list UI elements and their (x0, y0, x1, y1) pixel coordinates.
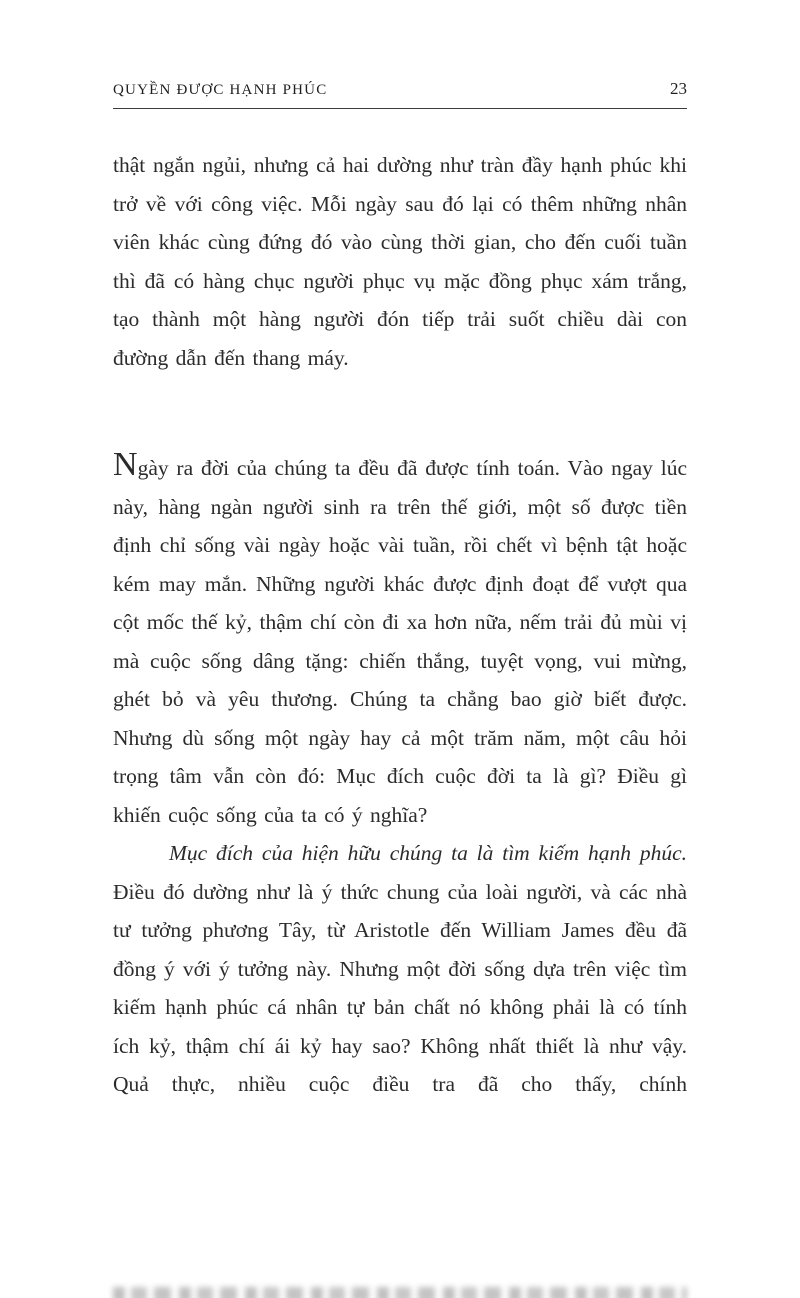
paragraph-3 (113, 834, 687, 1104)
running-header-title: QUYỀN ĐƯỢC HẠNH PHÚC (113, 82, 328, 98)
paragraph-2-text: gày ra đời của chúng ta đều đã được tính toán. Vào ngay lúc này, hàng ngàn người sinh ra trên thế giới, một số được tiền định chỉ sống vài ngày hoặc vài tuần, rồi chết vì bệnh tật hoặc kém may mắn. Những người khác được định đoạt để vượt qua cột mốc thế kỷ, thậm chí còn đi xa hơn nữa, nếm trải đủ mùi vị mà cuộc sống dâng tặng: chiến thắng, tuyệt vọng, vui mừng, ghét bỏ và yêu thương. Chúng ta chẳng bao giờ biết được. Nhưng dù sống một ngày hay cả một trăm năm, một câu hỏi trọng tâm vẫn còn đó: Mục đích cuộc đời ta là gì? Điều gì khiến cuộc sống của ta có ý nghĩa? (113, 456, 687, 827)
paragraph-3-text: Điều đó dường như là ý thức chung của loài người, và các nhà tư tưởng phương Tây, từ Aristotle đến William James đều đã đồng ý với ý tưởng này. Nhưng một đời sống dựa trên việc tìm kiếm hạnh phúc cá nhân tự bản chất nó không phải là có tính ích kỷ, thậm chí ái kỷ hay sao? Không nhất thiết là như vậy. Quả thực, nhiều cuộc điều tra đã cho thấy, chính (113, 879, 687, 1096)
header-divider (113, 108, 687, 109)
page-header (113, 80, 687, 99)
paragraph-3-italic-lead: Mục đích của hiện hữu chúng ta là tìm kiếm hạnh phúc. (169, 841, 687, 865)
page-body (113, 146, 687, 1104)
cutoff-text-line (113, 1287, 687, 1298)
paragraph-1: thật ngắn ngủi, nhưng cả hai dường như tràn đầy hạnh phúc khi trở về với công việc. Mỗi ngày sau đó lại có thêm những nhân viên khác cùng đứng đó vào cùng thời gian, cho đến cuối tuần thì đã có hàng chục người phục vụ mặc đồng phục xám trắng, tạo thành một hàng người đón tiếp trải suốt chiều dài con đường dẫn đến thang máy. (113, 153, 687, 370)
page-number: 23 (670, 79, 687, 98)
paragraph-2 (113, 446, 687, 834)
paragraph-initial-cap: N (113, 446, 138, 483)
